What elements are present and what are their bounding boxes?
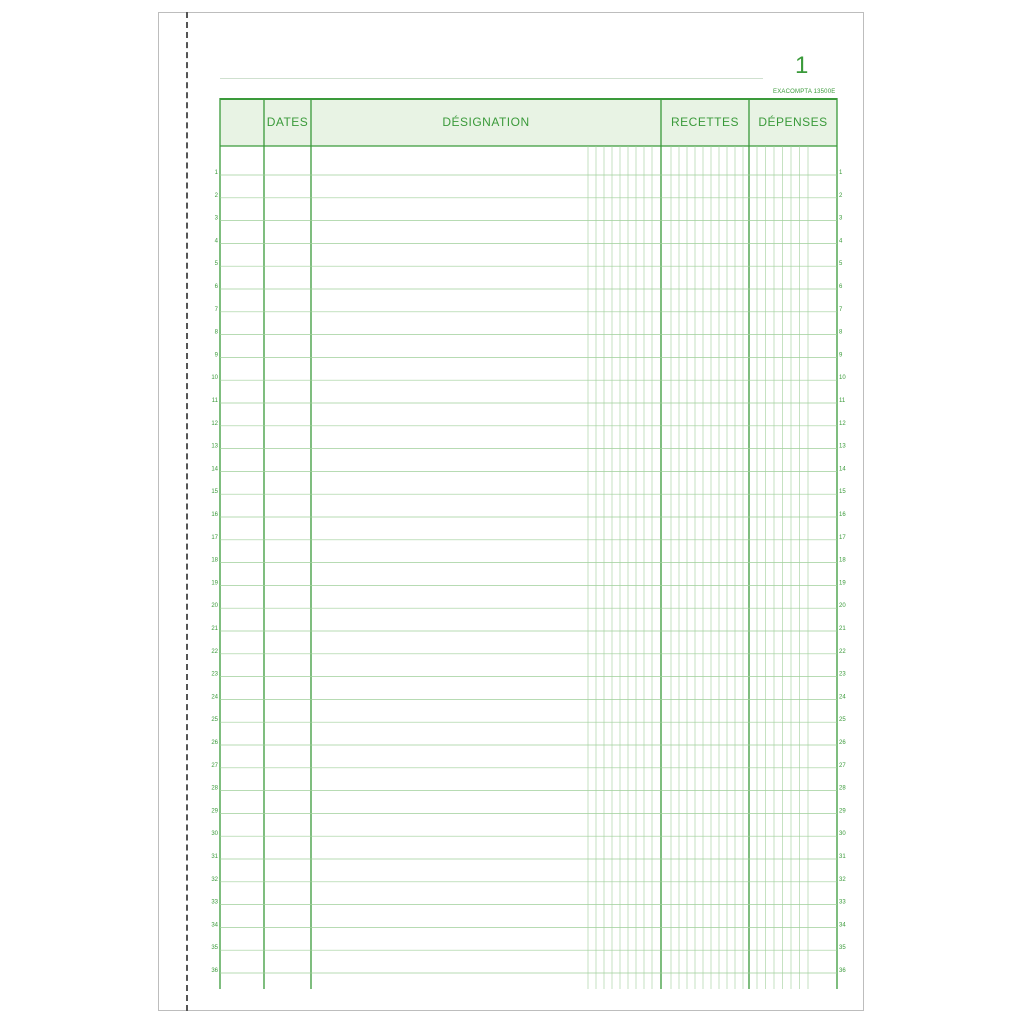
page-number: 1	[795, 52, 809, 79]
row-number-left: 22	[211, 648, 218, 655]
row-number-left: 16	[211, 512, 218, 518]
row-number-right: 12	[839, 420, 846, 427]
ledger-grid	[211, 98, 860, 989]
row-number-right: 1	[839, 170, 843, 176]
header-depenses: DÉPENSES	[758, 115, 828, 129]
row-number-left: 1	[214, 170, 218, 176]
reference-code: EXACOMPTA 13500E	[773, 89, 836, 95]
row-number-left: 15	[211, 489, 218, 496]
row-number-right: 3	[839, 215, 843, 222]
header-recettes: RECETTES	[670, 115, 739, 129]
row-number-left: 8	[214, 329, 218, 336]
row-number-right: 11	[839, 398, 846, 404]
row-number-right: 25	[839, 717, 846, 724]
row-number-right: 34	[839, 922, 846, 929]
row-number-right: 36	[839, 968, 846, 974]
row-number-right: 32	[839, 876, 846, 883]
row-number-left: 26	[211, 740, 218, 746]
row-number-left: 35	[211, 945, 218, 952]
row-number-right: 24	[839, 694, 846, 701]
row-number-left: 36	[211, 968, 218, 974]
row-number-left: 10	[211, 375, 218, 382]
row-number-right: 26	[839, 740, 846, 746]
row-number-left: 11	[211, 398, 218, 404]
row-number-left: 19	[211, 580, 218, 587]
row-number-left: 2	[214, 192, 218, 199]
row-number-left: 27	[211, 762, 218, 769]
row-number-right: 4	[839, 238, 843, 245]
row-number-right: 31	[839, 854, 846, 860]
row-number-left: 13	[211, 443, 218, 450]
row-number-right: 23	[839, 671, 846, 678]
row-number-right: 21	[839, 626, 846, 632]
row-number-left: 30	[211, 831, 218, 838]
perforation-line	[186, 12, 188, 1011]
row-number-right: 22	[839, 648, 846, 655]
row-number-right: 28	[839, 785, 846, 792]
row-number-right: 16	[839, 512, 846, 518]
row-number-left: 18	[211, 557, 218, 564]
row-number-right: 13	[839, 443, 846, 450]
header-designation: DÉSIGNATION	[442, 115, 530, 129]
row-number-left: 23	[211, 671, 218, 678]
row-number-left: 34	[211, 922, 218, 929]
row-number-left: 4	[214, 238, 218, 245]
row-number-right: 30	[839, 831, 846, 838]
row-number-left: 3	[214, 215, 218, 222]
row-number-left: 32	[211, 876, 218, 883]
row-number-left: 7	[214, 306, 218, 313]
row-number-right: 8	[839, 329, 843, 336]
row-number-right: 6	[839, 284, 843, 290]
row-number-left: 20	[211, 603, 218, 610]
row-number-right: 5	[839, 261, 843, 268]
row-number-right: 17	[839, 534, 846, 541]
header-dates: DATES	[266, 115, 309, 129]
row-number-left: 5	[214, 261, 218, 268]
row-number-left: 6	[214, 284, 218, 290]
row-number-right: 33	[839, 899, 846, 906]
row-number-left: 17	[211, 534, 218, 541]
row-number-right: 7	[839, 306, 843, 313]
row-number-left: 33	[211, 899, 218, 906]
row-number-right: 18	[839, 557, 846, 564]
ledger-table	[211, 98, 846, 989]
row-number-right: 19	[839, 580, 846, 587]
row-number-right: 14	[839, 466, 846, 473]
row-number-left: 24	[211, 694, 218, 701]
row-number-right: 35	[839, 945, 846, 952]
row-number-left: 9	[214, 352, 218, 359]
row-number-right: 27	[839, 762, 846, 769]
row-number-right: 29	[839, 808, 846, 815]
row-number-right: 2	[839, 192, 843, 199]
row-number-left: 25	[211, 717, 218, 724]
row-number-right: 20	[839, 603, 846, 610]
row-number-right: 9	[839, 352, 843, 359]
title-line	[220, 78, 763, 79]
row-number-left: 21	[211, 626, 218, 632]
row-number-left: 12	[211, 420, 218, 427]
row-number-right: 15	[839, 489, 846, 496]
row-number-left: 28	[211, 785, 218, 792]
row-number-right: 10	[839, 375, 846, 382]
row-number-left: 31	[211, 854, 218, 860]
row-number-left: 14	[211, 466, 218, 473]
row-number-left: 29	[211, 808, 218, 815]
